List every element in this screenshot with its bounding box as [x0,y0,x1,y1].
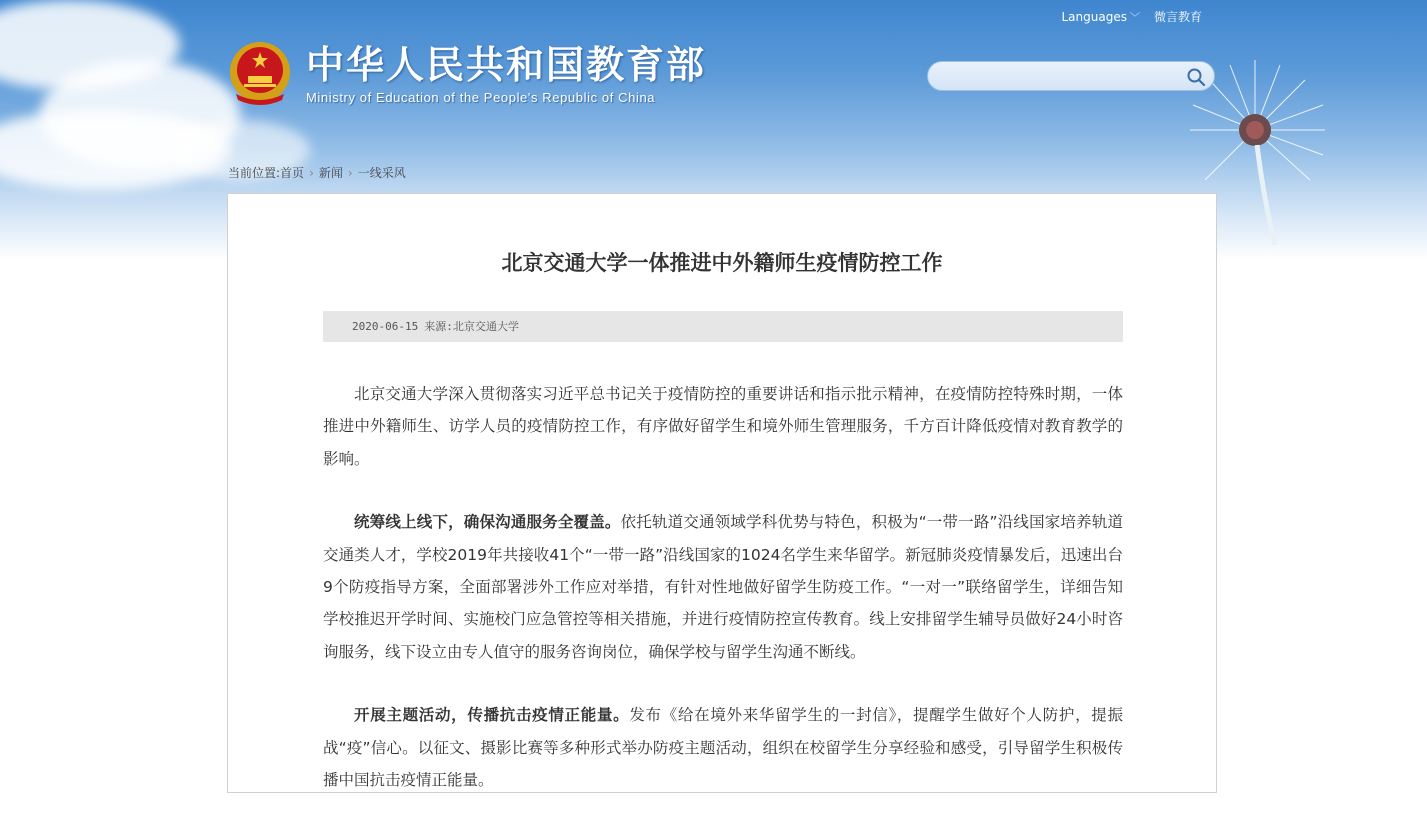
logo-chinese-name: 中华人民共和国教育部 [306,42,707,87]
search-box [927,61,1215,91]
breadcrumb [228,164,406,181]
article-panel [227,193,1217,793]
search-icon[interactable] [1186,67,1206,87]
weiyan-link[interactable]: 微言教育 [1153,10,1202,24]
paragraph-text: 北京交通大学深入贯彻落实习近平总书记关于疫情防控的重要讲话和指示批示精神，在疫情防控特殊时期，一体推进中外籍师生、访学人员的疫情防控工作，有序做好留学生和境外师生管理服务，千方百计降低疫情对教育教学的影响。 [323,385,1123,468]
top-links [1062,8,1203,25]
article-source: 来源:北京交通大学 [424,320,519,333]
languages-label: Languages [1061,10,1127,24]
paragraph-text: 依托轨道交通领域学科优势与特色，积极为“一带一路”沿线国家培养轨道交通类人才，学校2019年共接收41个“一带一路”沿线国家的1024名学生来华留学。新冠肺炎疫情暴发后，迅速出台9个防疫指导方案，全面部署涉外工作应对举措，有针对性地做好留学生防疫工作。“一对一”联络留学生，详细告知学校推迟开学时间、实施校门应急管控等相关措施，并进行疫情防控宣传教育。线上安排留学生辅导员做好24小时咨询服务，线下设立由专人值守的服务咨询岗位，确保学校与留学生沟通不断线。 [323,513,1123,661]
breadcrumb-prefix: 当前位置: [228,166,281,180]
chevron-right-icon: › [347,166,353,180]
chevron-right-icon: › [309,166,314,180]
article-body [323,378,1123,827]
breadcrumb-news[interactable]: 新闻 [318,166,343,180]
paragraph-text: 发布《给在境外来华留学生的一封信》，提醒学生做好个人防护，提振战“疫”信心。以征文、摄影比赛等多种形式举办防疫主题活动，组织在校留学生分享经验和感受，引导留学生积极传播中国抗击疫情正能量。 [323,706,1123,790]
logo-english-name: Ministry of Education of the People's Republic of China [306,89,656,105]
article-date: 2020-06-15 [352,320,419,333]
chevron-down-icon: ﹀ [1129,13,1140,24]
languages-menu[interactable] [1062,9,1140,24]
site-logo[interactable] [228,40,706,106]
breadcrumb-frontline[interactable]: 一线采风 [357,166,406,180]
article-meta [323,311,1123,342]
article-paragraph [323,699,1123,796]
article-paragraph [323,506,1123,668]
search-input[interactable] [942,65,1186,89]
paragraph-lead: 统筹线上线下，确保沟通服务全覆盖。 [354,513,621,532]
paragraph-lead: 开展主题活动，传播抗击疫情正能量。 [354,706,630,725]
article-paragraph [323,378,1123,475]
article-title: 北京交通大学一体推进中外籍师生疫情防控工作 [501,251,943,275]
national-emblem-icon [228,40,292,106]
breadcrumb-home[interactable]: 首页 [280,166,305,180]
